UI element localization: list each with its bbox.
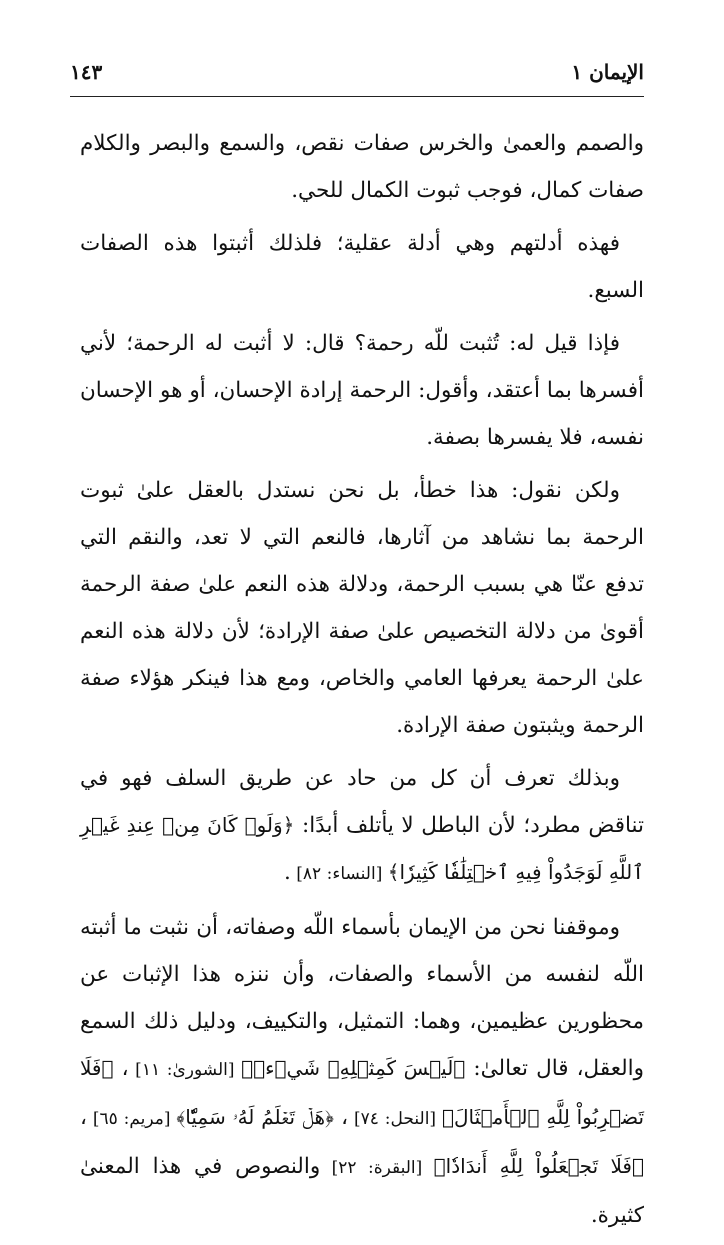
verse-reference: [البقرة: ٢٢] (320, 1158, 434, 1178)
paragraph-p1 (80, 120, 644, 214)
paragraph-text: فإذا قيل له: تُثبت للّه رحمة؟ قال: لا أثبت له الرحمة؛ لأني أفسرها بما أعتقد، وأقول: الرحمة إرادة الإحسان، أو هو الإحسان نفسه، فلا يفسرها بصفة. (80, 331, 644, 450)
paragraph-p2 (80, 220, 644, 314)
page-body (80, 120, 644, 1245)
paragraph-text: . (284, 860, 291, 885)
quran-verse: ﴿لَيۡسَ كَمِثۡلِهِۦ شَيۡءٞ﴾ (241, 1056, 466, 1080)
paragraph-text: وبذلك تعرف أن كل من حاد عن طريق السلف فهو في تناقض مطرد؛ لأن الباطل لا يأتلف أبدًا: (80, 766, 644, 838)
paragraph-text: ، (333, 1105, 349, 1130)
page-header (70, 56, 644, 97)
paragraph-text: والصمم والعمىٰ والخرس صفات نقص، والسمع والبصر والكلام صفات كمال، فوجب ثبوت الكمال للحي. (80, 131, 644, 203)
paragraph-text: والنصوص في هذا المعنىٰ كثيرة. (80, 1154, 644, 1228)
quran-verse: ﴿فَلَا تَضۡرِبُواْ لِلَّهِ ٱلۡأَمۡثَالَ﴾ (80, 1056, 645, 1129)
verse-reference: [النحل: ٧٤] (348, 1109, 442, 1129)
paragraph-p4 (80, 467, 644, 749)
verse-reference: [الشورىٰ: ١١] (128, 1060, 242, 1080)
verse-reference: [مريم: ٦٥] (86, 1109, 177, 1129)
quran-verse: ﴿فَلَا تَجۡعَلُواْ لِلَّهِ أَندَادٗا﴾ (433, 1154, 644, 1178)
running-title: الإيمان ١ (571, 60, 644, 84)
paragraph-p5 (80, 755, 644, 898)
verse-reference: [النساء: ٨٢] (290, 864, 388, 884)
paragraph-text: ، (113, 1056, 129, 1081)
paragraph-text: وموقفنا نحن من الإيمان بأسماء اللّه وصفاته، أن نثبت ما أثبته اللّه لنفسه من الأسماء والصفات، وأن ننزه هذا الإثبات عن محظورين عظيمين، وهما: التمثيل، والتكييف، ودليل ذلك السمع والعقل، قال تعالىٰ: (80, 915, 644, 1081)
page-number: ١٤٣ (70, 60, 103, 84)
paragraph-p6 (80, 904, 644, 1239)
paragraph-text: ولكن نقول: هذا خطأ، بل نحن نستدل بالعقل علىٰ ثبوت الرحمة بما نشاهد من آثارها، فالنعم التي لا تعد، والنقم التي تدفع عنّا هي بسبب الرحمة، ودلالة هذه النعم علىٰ صفة الرحمة أقوىٰ من دلالة التخصيص علىٰ صفة الإرادة؛ لأن دلالة هذه النعم علىٰ الرحمة يعرفها العامي والخاص، ومع هذا فينكر هؤلاء صفة الرحمة ويثبتون صفة الإرادة. (80, 478, 644, 738)
paragraph-text: ، (80, 1105, 87, 1130)
quran-verse: ﴿هَلۡ تَعۡلَمُ لَهُۥ سَمِيّٗا﴾ (176, 1105, 334, 1129)
paragraph-p3 (80, 320, 644, 461)
paragraph-text: فهذه أدلتهم وهي أدلة عقلية؛ فلذلك أثبتوا هذه الصفات السبع. (80, 231, 644, 303)
quran-verse: ﴿وَلَوۡ كَانَ مِنۡ عِندِ غَيۡرِ ٱللَّهِ لَوَجَدُواْ فِيهِ ٱخۡتِلَٰفٗا كَثِيرٗا﴾ (80, 813, 644, 884)
